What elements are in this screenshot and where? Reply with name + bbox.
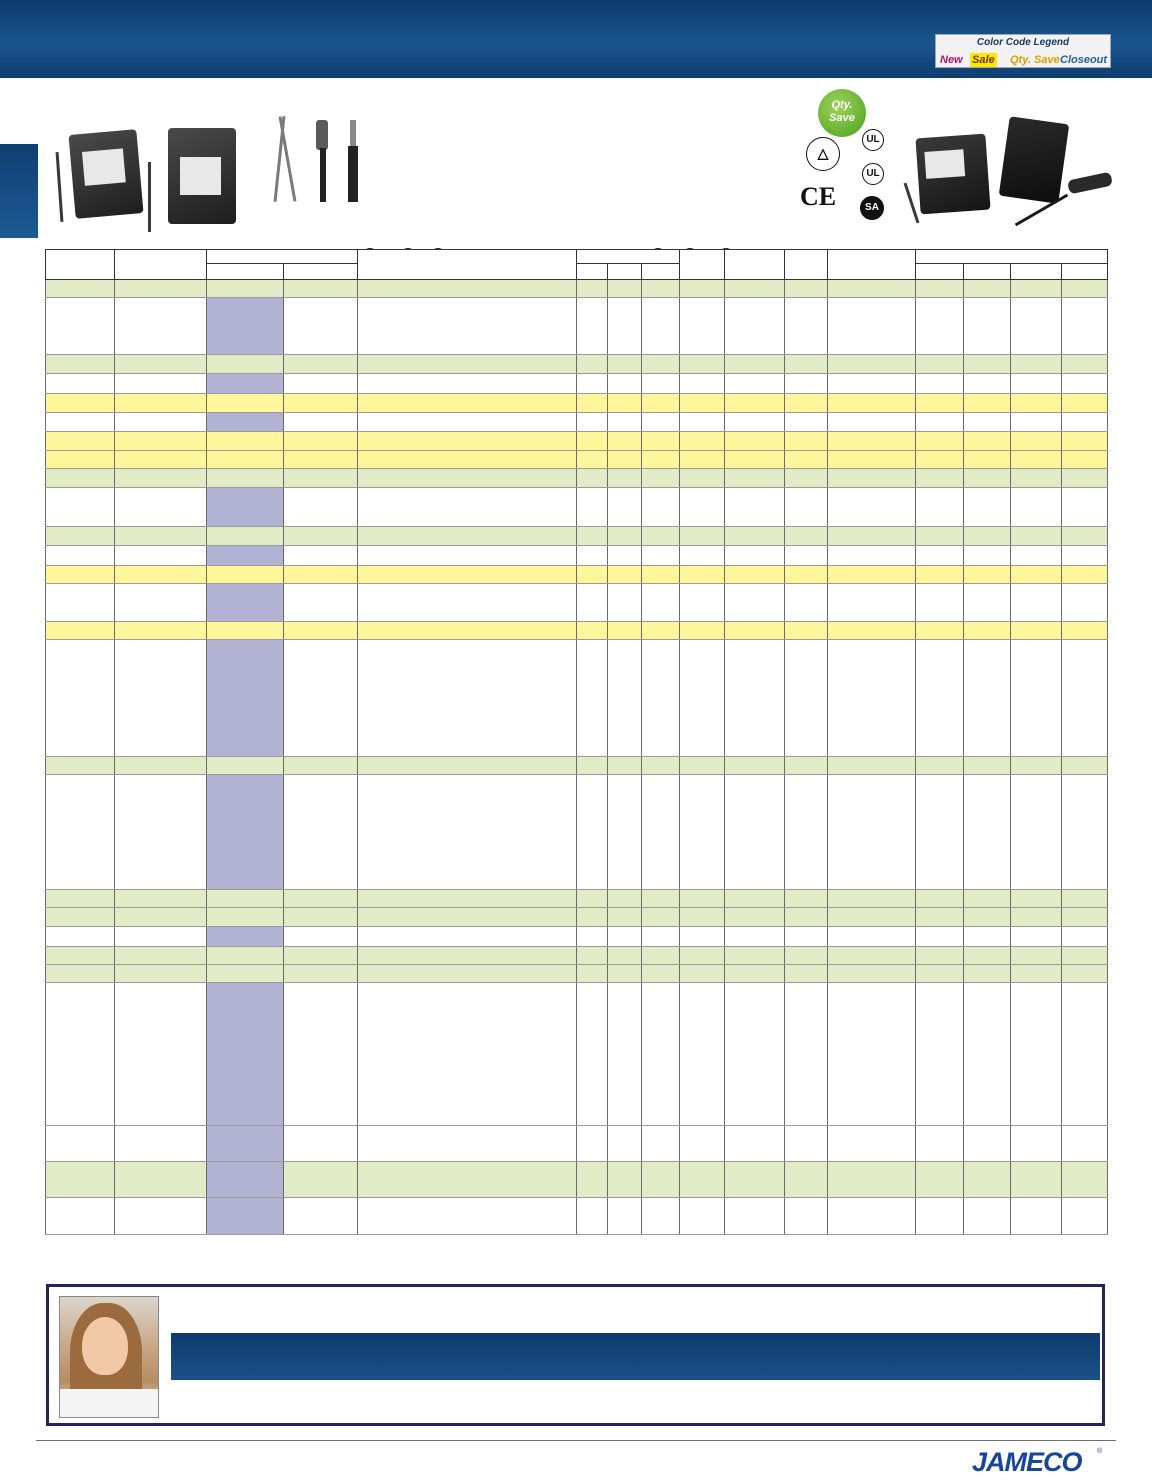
table-row[interactable] (46, 450, 1108, 468)
table-row[interactable] (46, 355, 1108, 374)
product-photo-adapter-3 (906, 128, 994, 228)
csa-icon: SA (860, 196, 884, 220)
legend-qty-save: Qty. Save (1010, 54, 1060, 66)
table-row[interactable] (46, 640, 1108, 756)
legend-items (938, 53, 1110, 67)
table-row[interactable] (46, 756, 1108, 774)
legend-closeout: Closeout (1060, 54, 1108, 66)
table-row[interactable] (46, 374, 1108, 393)
table-row[interactable] (46, 982, 1108, 1126)
product-photo-adapter-4 (990, 120, 1118, 230)
table-row[interactable] (46, 487, 1108, 526)
product-photo-connectors (272, 116, 372, 208)
section-side-tab (0, 144, 38, 238)
help-banner (171, 1333, 1100, 1380)
triangle-cert-icon: △ (806, 137, 840, 171)
table-row[interactable] (46, 468, 1108, 487)
legend-new: New (940, 54, 963, 66)
table-row[interactable] (46, 584, 1108, 622)
table-row[interactable] (46, 566, 1108, 584)
qty-save-icon: Qty. Save (818, 89, 866, 137)
table-row[interactable] (46, 774, 1108, 889)
table-row[interactable] (46, 393, 1108, 412)
table-row[interactable] (46, 526, 1108, 545)
legend-title: Color Code Legend (976, 37, 1070, 48)
product-photo-adapter-1 (52, 122, 157, 232)
table-row[interactable] (46, 280, 1108, 298)
table-row[interactable] (46, 946, 1108, 964)
table-row[interactable] (46, 546, 1108, 566)
table-row[interactable] (46, 908, 1108, 926)
ac-adapter-spec-table (45, 249, 1108, 1235)
support-agent-photo (59, 1296, 159, 1418)
ce-icon: CE (800, 182, 837, 211)
table-row[interactable] (46, 622, 1108, 640)
ul-icon: UL (862, 163, 884, 185)
table-row[interactable] (46, 1197, 1108, 1234)
jameco-logo: JAMECO (972, 1447, 1082, 1477)
table-row[interactable] (46, 412, 1108, 431)
table-header-row-1 (46, 250, 1108, 264)
color-code-legend (935, 34, 1111, 68)
table-row[interactable] (46, 890, 1108, 908)
table-row[interactable] (46, 1162, 1108, 1197)
product-photo-adapter-2 (164, 124, 242, 234)
table-row[interactable] (46, 298, 1108, 355)
table-row[interactable] (46, 926, 1108, 946)
table-row[interactable] (46, 964, 1108, 982)
registered-mark: ® (1097, 1448, 1103, 1455)
customer-help-box (46, 1284, 1105, 1426)
table-row[interactable] (46, 1126, 1108, 1162)
footer-divider (36, 1440, 1116, 1441)
ul-icon: UL (862, 129, 884, 151)
legend-sale: Sale (972, 54, 995, 66)
table-row[interactable] (46, 431, 1108, 450)
